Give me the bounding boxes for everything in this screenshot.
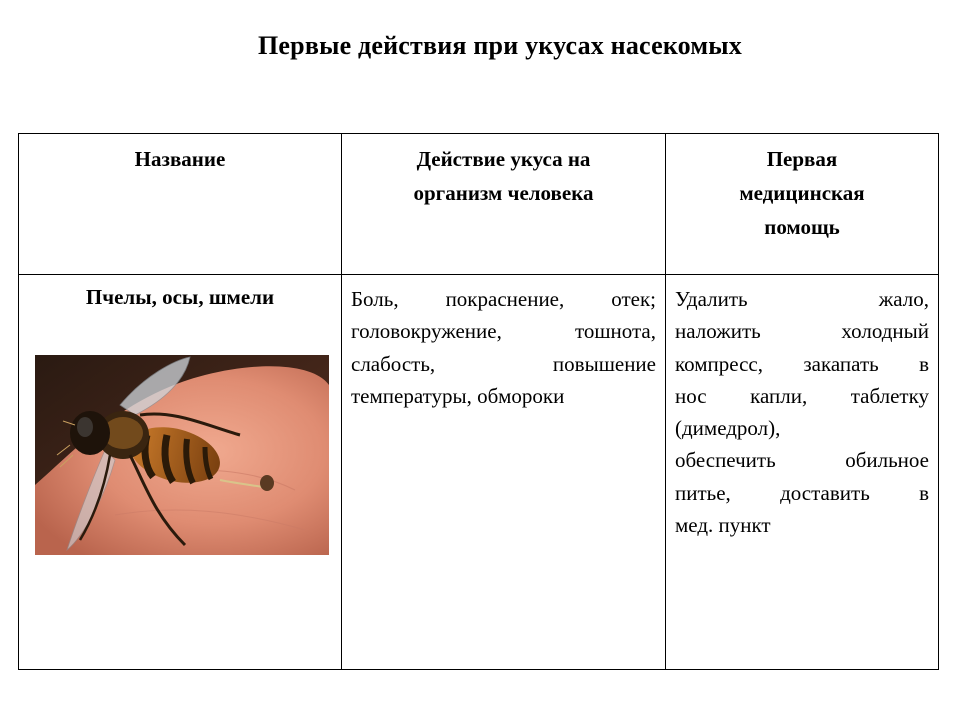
header-aid [666, 134, 938, 244]
bee-sting-photo [35, 355, 329, 555]
effect-line: головокружение, тошнота, [351, 319, 656, 344]
header-name-cell [19, 134, 342, 275]
aid-line: компресс, закапать в [675, 351, 929, 376]
aid-text [666, 275, 938, 541]
name-cell [19, 275, 342, 670]
aid-cell [666, 275, 939, 670]
aid-line: (димедрол), [675, 416, 781, 441]
header-effect [342, 134, 665, 210]
effect-cell [342, 275, 666, 670]
aid-line: наложить холодный [675, 319, 929, 344]
header-effect-cell [342, 134, 666, 275]
table-row [19, 275, 939, 670]
page-title: Первые действия при укусах насекомых [258, 31, 742, 60]
insect-bite-table [18, 133, 939, 670]
effect-text [342, 275, 665, 412]
effect-line: температуры, обмороки [351, 383, 565, 408]
header-aid-cell [666, 134, 939, 275]
table-header-row [19, 134, 939, 275]
aid-line: питье, доставить в [675, 480, 929, 505]
insect-name: Пчелы, осы, шмели [85, 285, 275, 309]
header-effect-line: организм человека [413, 181, 594, 205]
aid-line: обеспечить обильное [675, 448, 929, 473]
aid-line: нос капли, таблетку [675, 383, 929, 408]
effect-line: Боль, покраснение, отек; [351, 287, 656, 311]
header-effect-line: Действие укуса на [416, 147, 591, 171]
header-aid-line: помощь [764, 215, 840, 239]
aid-line: Удалить жало, [675, 287, 929, 311]
effect-line: слабость, повышение [351, 351, 656, 376]
header-name: Название [134, 147, 226, 171]
aid-line: мед. пункт [675, 513, 771, 538]
header-aid-line: Первая [766, 147, 838, 171]
header-aid-line: медицинская [739, 181, 865, 205]
